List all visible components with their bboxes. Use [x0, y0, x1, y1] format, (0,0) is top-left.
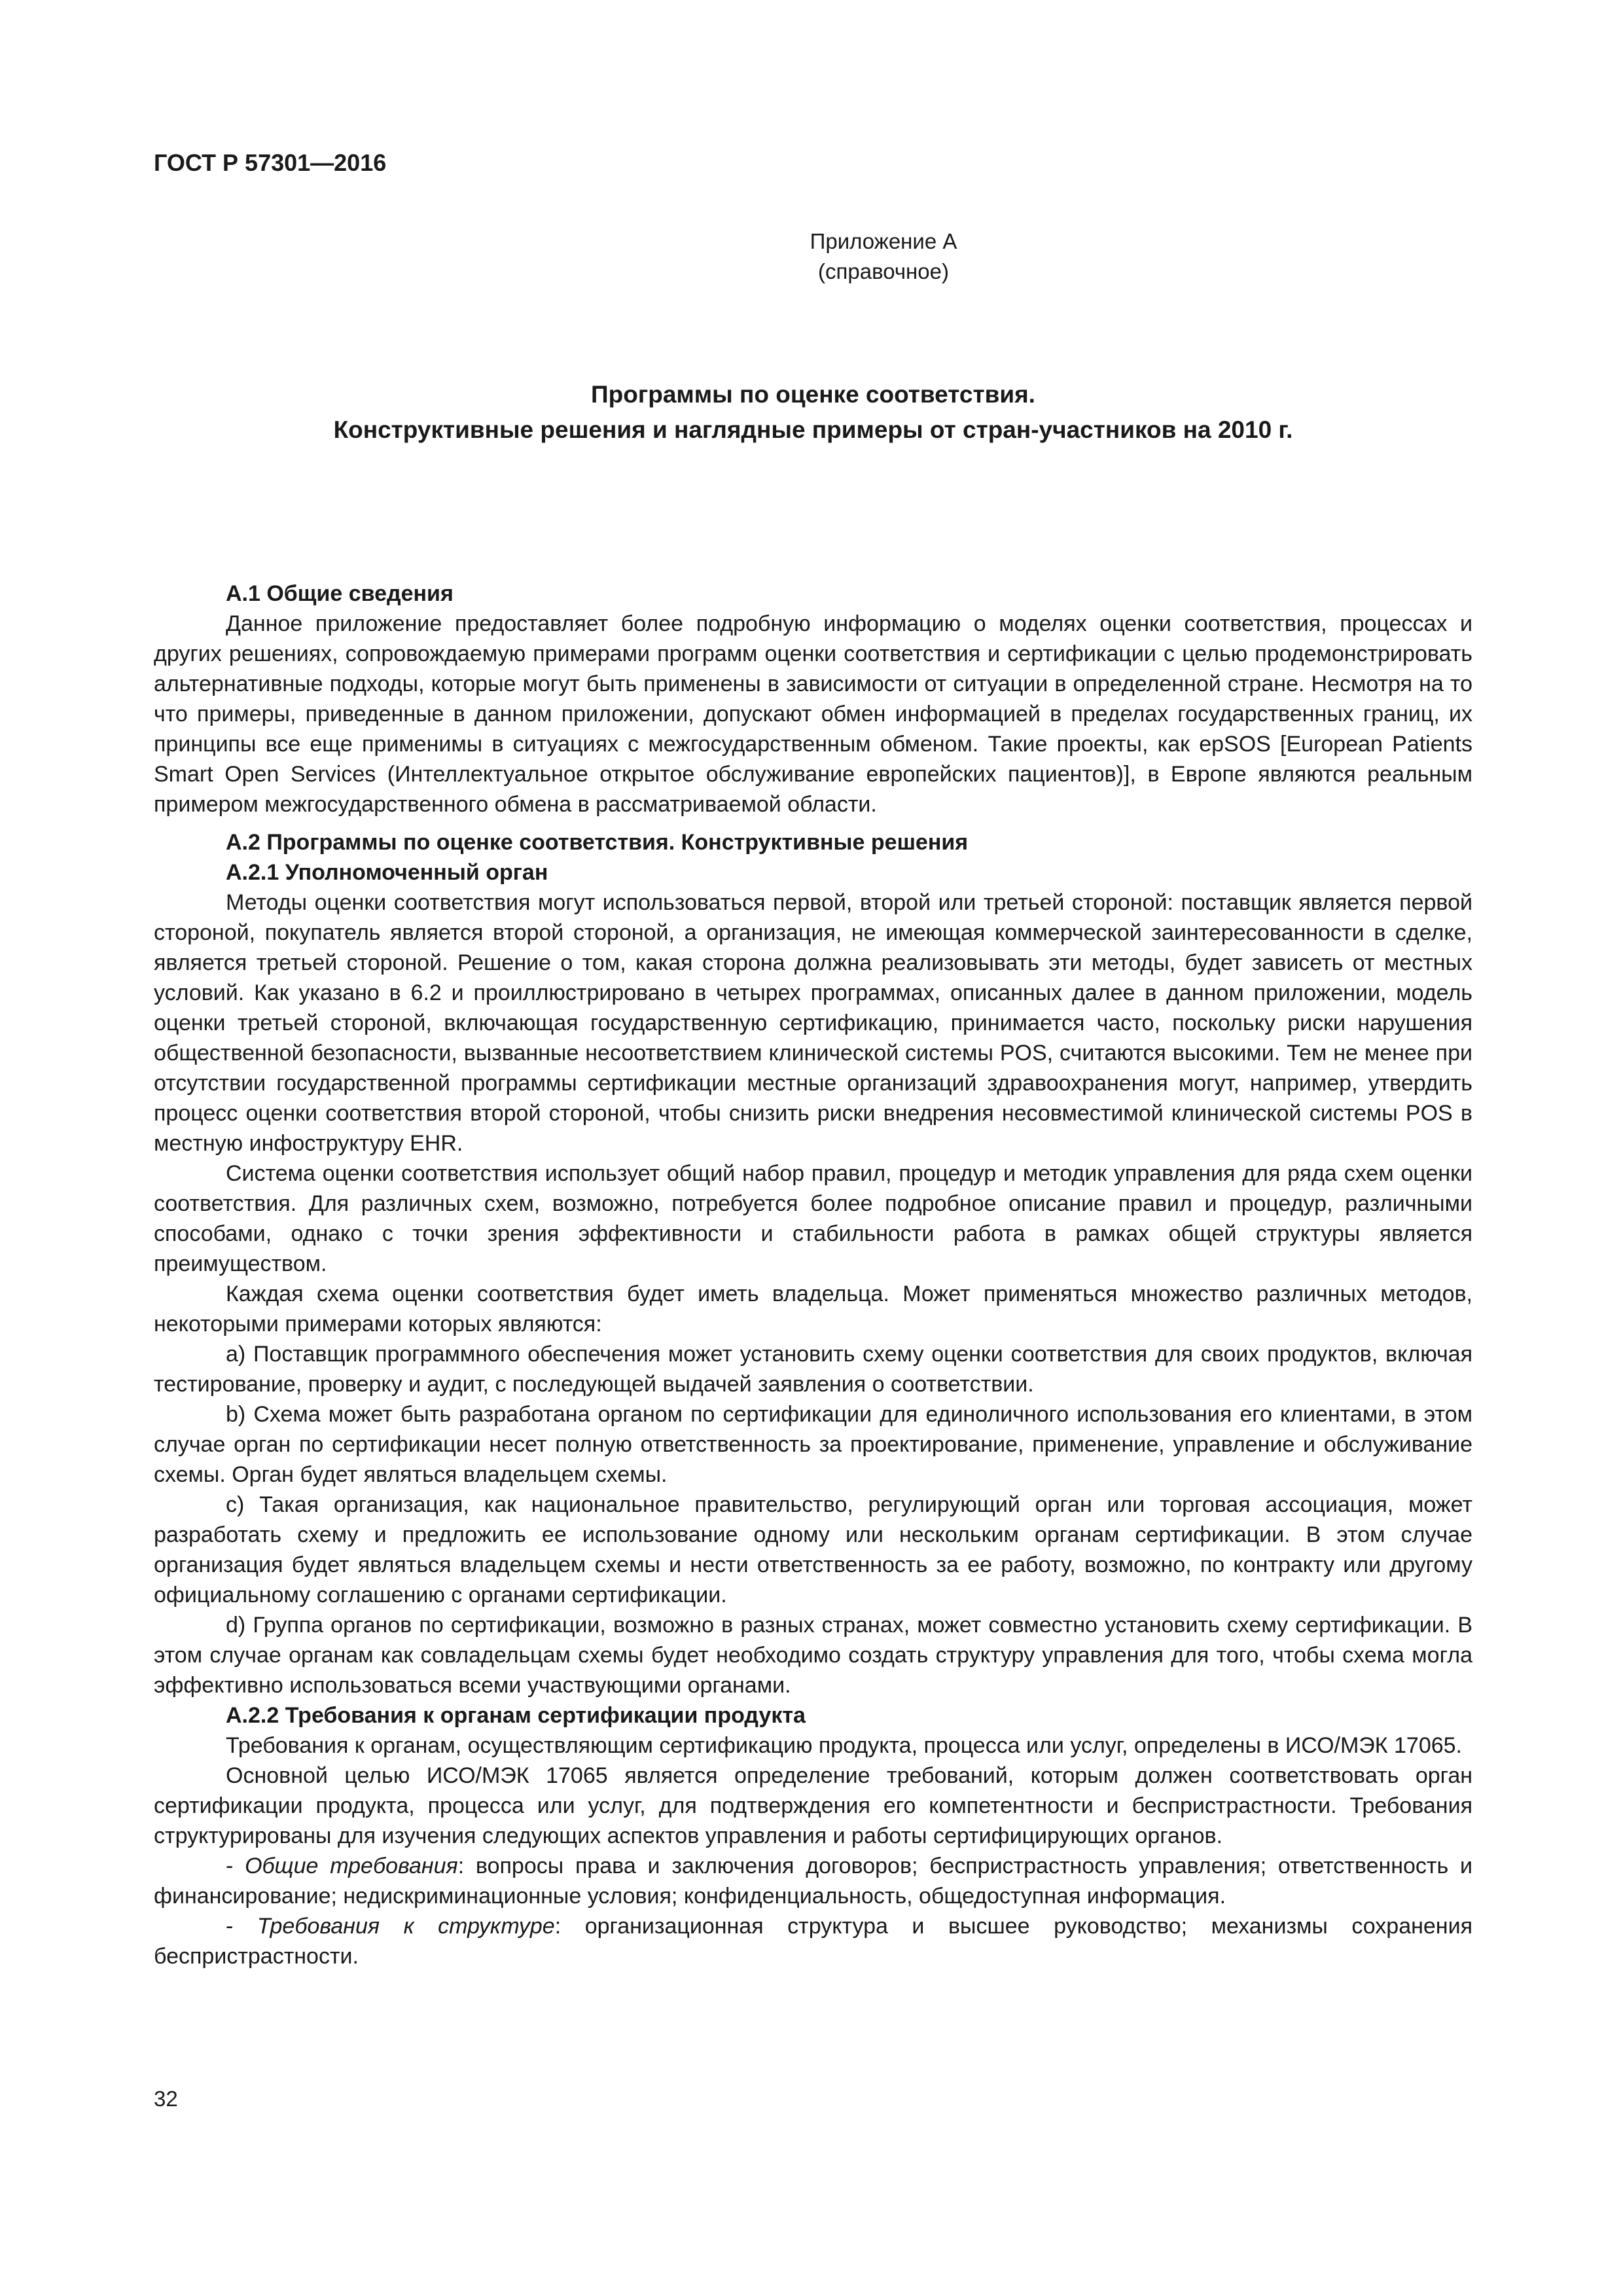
bullet-dash: -	[226, 1854, 245, 1878]
section-heading-a21: А.2.1 Уполномоченный орган	[226, 860, 548, 885]
paragraph-a1-1: Данное приложение предоставляет более подробную информацию о моделях оценки соответствия, процессах и других решениях, сопровождаемую примерами программ оценки соответствия и сертификации с целью продемонстрировать альтернативные подходы, которые могут быть применены в зависимости от ситуации в определенной стране. Несмотря на то что примеры, приведенные в данном приложении, допускают обмен информацией в пределах государственных границ, их принципы все еще применимы в ситуациях с межгосударственным обменом. Такие проекты, как epSOS [European Patients Smart Open Services (Интеллектуальное открытое обслуживание европейских пациентов)], в Европе являются реальным примером межгосударственного обмена в рассматриваемой области.	[154, 611, 1472, 817]
paragraph-a22-2: Основной целью ИСО/МЭК 17065 является определение требований, которым должен соответствовать орган сертификации продукта, процесса или услуг, для подтверждения его компетентности и беспристрастности. Требования структурированы для изучения следующих аспектов управления и работы сертифицирующих органов.	[154, 1763, 1472, 1848]
annex-label: Приложение А	[810, 229, 957, 253]
bullet-general-requirements	[154, 1851, 1472, 1911]
bullet-text: : организационная структура и высшее руководство; механизмы сохранения беспристрастности.	[154, 1914, 1472, 1969]
section-heading-a22: А.2.2 Требования к органам сертификации продукта	[226, 1703, 806, 1728]
document-body	[154, 579, 1472, 1971]
bullet-text: : вопросы права и заключения договоров; беспристрастность управления; ответственность и финансирование; недискриминационные условия; конфиденциальность, общедоступная информация.	[154, 1854, 1472, 1909]
annex-kind: (справочное)	[818, 259, 949, 283]
annex-title-line-1: Программы по оценке соответствия.	[591, 381, 1035, 408]
list-item-a: a) Поставщик программного обеспечения может установить схему оценки соответствия для своих продуктов, включая тестирование, проверку и аудит, с последующей выдачей заявления о соответствии.	[154, 1342, 1472, 1397]
list-item-d: d) Группа органов по сертификации, возможно в разных странах, может совместно установить схему сертификации. В этом случае органам как совладельцам схемы будет необходимо создать структуру управления для того, чтобы схема могла эффективно использоваться всеми участвующими органами.	[154, 1613, 1472, 1698]
paragraph-a21-1: Методы оценки соответствия могут использоваться первой, второй или третьей стороной: поставщик является первой стороной, покупатель является второй стороной, а организация, не имеющая коммерческой заинтересованности в сделке, является третьей стороной. Решение о том, какая сторона должна реализовывать эти методы, будет зависеть от местных условий. Как указано в 6.2 и проиллюстрировано в четырех программах, описанных далее в данном приложении, модель оценки третьей стороной, включающая государственную сертификацию, принимается часто, поскольку риски нарушения общественной безопасности, вызванные несоответствием клинической системы POS, считаются высокими. Тем не менее при отсутствии государственной программы сертификации местные организаций здравоохранения могут, например, утвердить процесс оценки соответствия второй стороной, чтобы снизить риски внедрения несовместимой клинической системы POS в местную инфоструктуру EHR.	[154, 890, 1472, 1156]
bullet-term: Требования к структуре	[257, 1914, 555, 1939]
list-item-b: b) Схема может быть разработана органом по сертификации для единоличного использования его клиентами, в этом случае орган по сертификации несет полную ответственность за проектирование, применение, управление и обслуживание схемы. Орган будет являться владельцем схемы.	[154, 1402, 1472, 1487]
paragraph-a21-2: Система оценки соответствия использует общий набор правил, процедур и методик управления для ряда схем оценки соответствия. Для различных схем, возможно, потребуется более подробное описание правил и процедур, различными способами, однако с точки зрения эффективности и стабильности работа в рамках общей структуры является преимуществом.	[154, 1161, 1472, 1276]
standard-designation: ГОСТ Р 57301—2016	[154, 149, 387, 176]
bullet-structure-requirements	[154, 1911, 1472, 1971]
page-number: 32	[154, 2087, 178, 2111]
list-item-c: c) Такая организация, как национальное правительство, регулирующий орган или торговая ассоциация, может разработать схему и предложить ее использование одному или нескольким органам сертификации. В этом случае организация будет являться владельцем схемы и нести ответственность за ее работу, возможно, по контракту или другому официальному соглашению с органами сертификации.	[154, 1492, 1472, 1607]
bullet-dash: -	[226, 1914, 257, 1939]
bullet-term: Общие требования	[245, 1854, 458, 1878]
paragraph-a22-1: Требования к органам, осуществляющим сертификацию продукта, процесса или услуг, определены в ИСО/МЭК 17065.	[226, 1733, 1462, 1758]
section-heading-a2: А.2 Программы по оценке соответствия. Конструктивные решения	[226, 830, 969, 855]
annex-title-line-2: Конструктивные решения и наглядные примеры от стран-участников на 2010 г.	[333, 416, 1293, 443]
section-heading-a1: А.1 Общие сведения	[226, 581, 454, 606]
annex-title	[154, 377, 1472, 448]
paragraph-a21-3: Каждая схема оценки соответствия будет иметь владельца. Может применяться множество различных методов, некоторыми примерами которых являются:	[154, 1282, 1472, 1336]
annex-block	[654, 226, 1113, 287]
